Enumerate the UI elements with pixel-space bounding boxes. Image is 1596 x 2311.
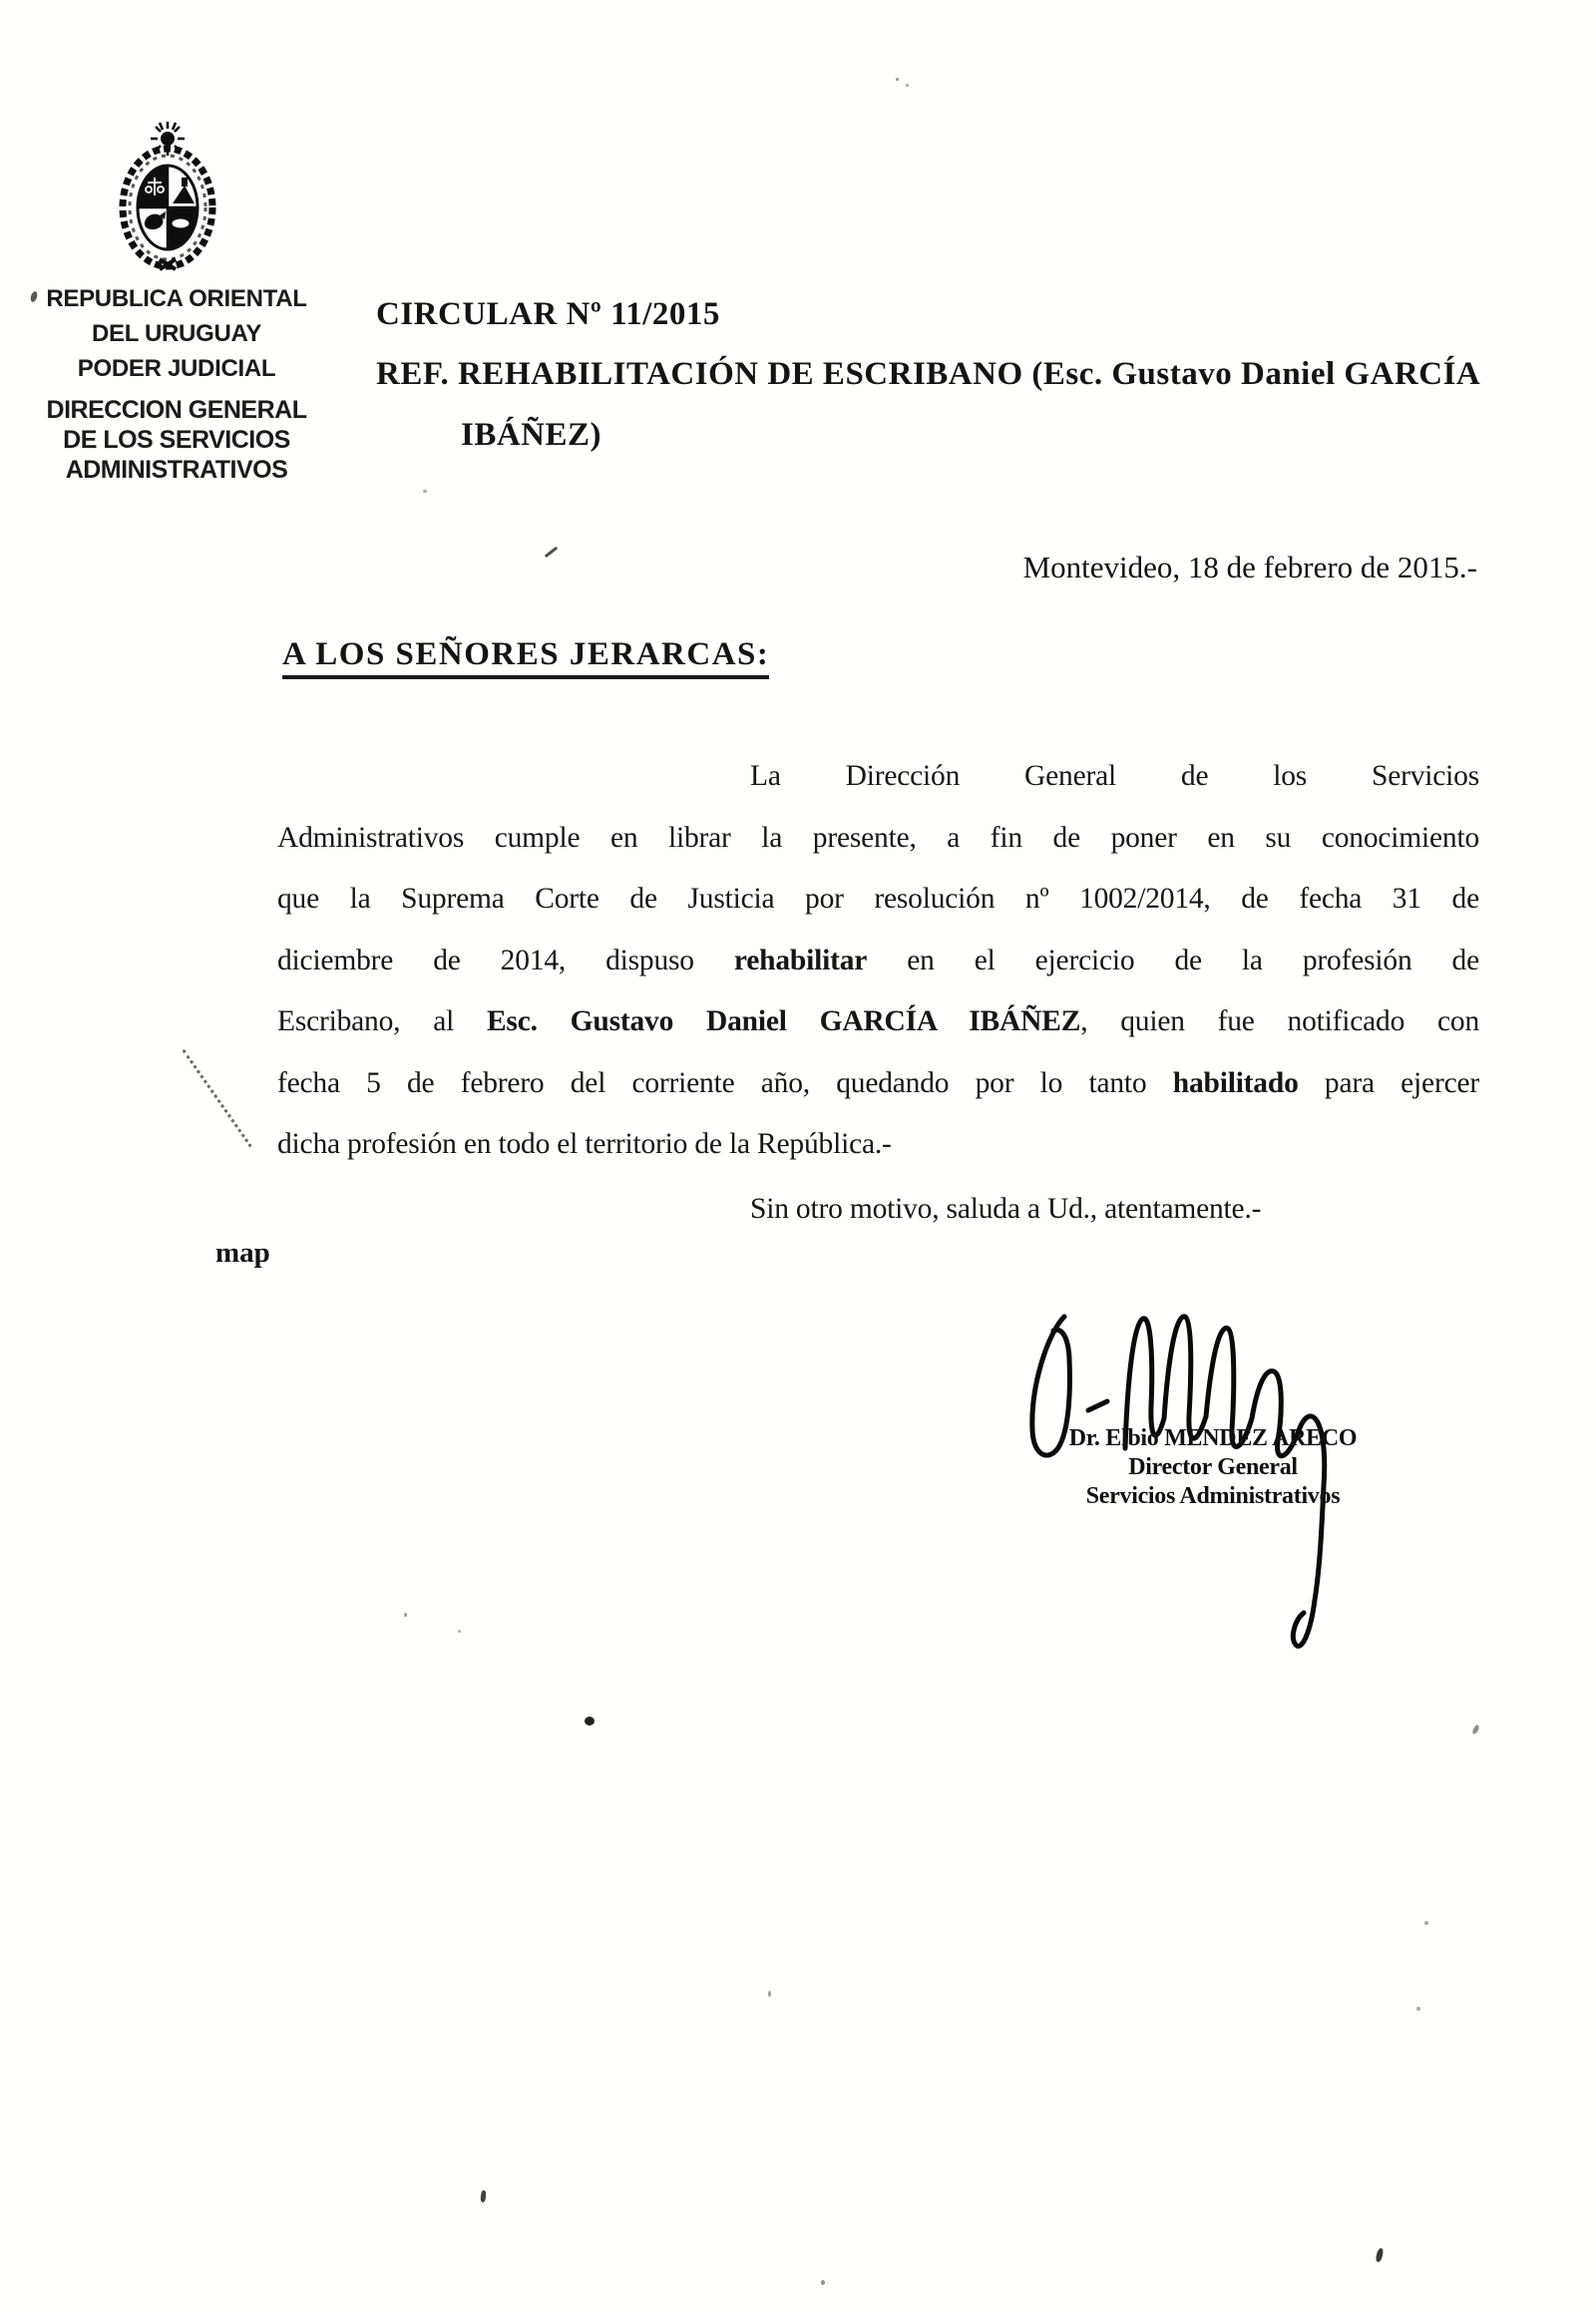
letterhead-country-line1: REPUBLICA ORIENTAL: [46, 285, 307, 312]
body-line: [277, 931, 1479, 992]
scan-noise: [821, 2280, 825, 2285]
body-line: [277, 1053, 1479, 1115]
body-text: dicha profesión en todo el territorio de la República.-: [277, 1128, 892, 1160]
scan-noise: [545, 547, 559, 559]
reference-subject-line2: IBÁÑEZ): [461, 417, 602, 453]
scan-noise: [906, 84, 909, 87]
scan-noise: [404, 1613, 407, 1617]
scan-noise: [768, 1991, 771, 1997]
body-line: [750, 746, 1479, 808]
scan-noise: [480, 2190, 486, 2202]
typist-initials: map: [215, 1237, 270, 1269]
body-text: en el ejercicio de la profesión de: [867, 944, 1479, 976]
body-text: , quien fue notificado con: [1080, 1005, 1479, 1037]
letterhead-office-line2: DE LOS SERVICIOS: [63, 426, 290, 454]
closing-courtesy-line: Sin otro motivo, saluda a Ud., atentamente.-: [750, 1192, 1262, 1225]
letterhead-office: [36, 395, 317, 485]
salutation-line: A LOS SEÑORES JERARCAS:: [282, 636, 769, 679]
scan-noise: [423, 490, 427, 493]
body-text-bold: Esc. Gustavo Daniel GARCÍA IBÁÑEZ: [486, 1005, 1081, 1037]
signatory-office: Servicios Administrativos: [1085, 1483, 1341, 1509]
body-text: para ejercer: [1298, 1066, 1479, 1099]
body-text: fecha 5 de febrero del corriente año, quedando por lo tanto: [277, 1066, 1173, 1099]
body-text-bold: habilitado: [1172, 1066, 1299, 1099]
scan-noise: [1375, 2247, 1384, 2262]
body-text: que la Suprema Corte de Justicia por resolución nº 1002/2014, de fecha 31 de: [277, 883, 1479, 915]
body-line: [277, 808, 1479, 870]
scan-noise: [1471, 1724, 1480, 1734]
letterhead-branch: PODER JUDICIAL: [77, 355, 276, 382]
letterhead-office-line1: DIRECCION GENERAL: [46, 396, 307, 424]
body-line: [277, 869, 1479, 931]
body-line: [277, 1114, 1479, 1176]
letterhead-institution: [36, 281, 317, 386]
scan-noise: [1416, 2007, 1420, 2011]
letterhead-office-line3: ADMINISTRATIVOS: [65, 456, 288, 484]
place-and-date-line: Montevideo, 18 de febrero de 2015.-: [1022, 550, 1477, 584]
signatory-name: Dr. Elbio MENDEZ ARECO: [1068, 1425, 1358, 1451]
letterhead-country-line2: DEL URUGUAY: [91, 320, 262, 347]
scan-noise: [585, 1717, 595, 1726]
scan-noise: [183, 1049, 252, 1147]
body-line: [277, 991, 1479, 1053]
body-text: Escribano, al: [277, 1005, 487, 1037]
signatory-block: [1027, 1424, 1398, 1511]
body-text-bold: rehabilitar: [733, 944, 868, 976]
uruguay-coat-of-arms-icon: [110, 118, 225, 275]
body-paragraph: [277, 746, 1479, 1240]
circular-number-heading: CIRCULAR Nº 11/2015: [376, 296, 720, 332]
scan-noise: [1424, 1921, 1428, 1925]
body-text: diciembre de 2014, dispuso: [277, 944, 734, 976]
body-text: Administrativos cumple en librar la presente, a fin de poner en su conocimiento: [277, 821, 1479, 854]
scan-noise: [896, 78, 899, 81]
scan-noise: [458, 1630, 461, 1633]
body-text: La Dirección General de los Servicios: [750, 760, 1479, 792]
signatory-title: Director General: [1128, 1454, 1298, 1480]
reference-subject-line1: REF. REHABILITACIÓN DE ESCRIBANO (Esc. Gustavo Daniel GARCÍA: [376, 356, 1481, 392]
